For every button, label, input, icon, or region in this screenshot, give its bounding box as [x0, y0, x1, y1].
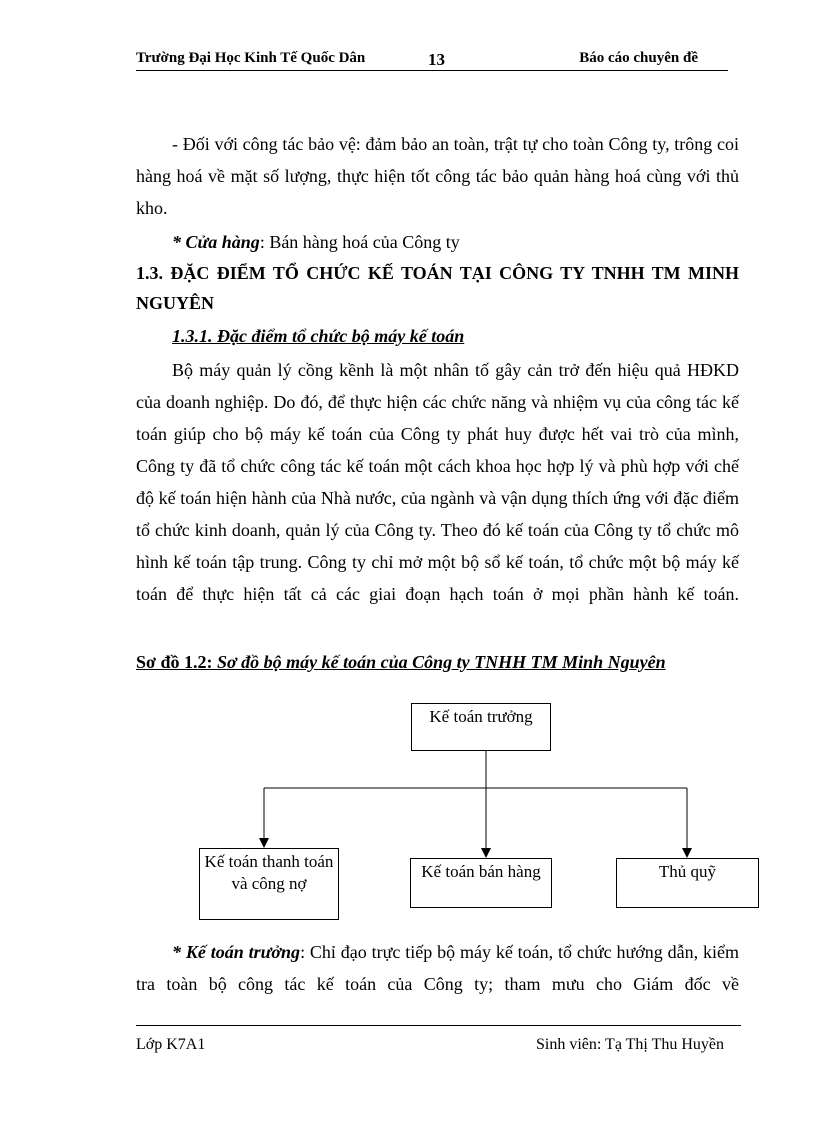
- protection-text: - Đối với công tác bảo vệ: đảm bảo an toàn, trật tự cho toàn Công ty, trông coi hàng hoá về mặt số lượng, thực hiện tốt công tác bảo quản hàng hoá cùng với thủ kho.: [136, 134, 739, 218]
- class-name: Lớp K7A1: [136, 1036, 206, 1053]
- school-name: Trường Đại Học Kinh Tế Quốc Dân: [136, 50, 366, 66]
- left-arrowhead: [259, 838, 269, 848]
- main-paragraph: [136, 354, 739, 610]
- student-name: Sinh viên: Tạ Thị Thu Huyền: [536, 1036, 724, 1053]
- diagram-label: Sơ đồ 1.2:: [136, 652, 213, 672]
- chief-accountant-box: [411, 703, 551, 751]
- diagram-title: Sơ đồ bộ máy kế toán của Công ty TNHH TM Minh Nguyên: [216, 652, 666, 672]
- protection-paragraph: [136, 128, 739, 224]
- section-heading: 1.3. ĐẶC ĐIỂM TỔ CHỨC KẾ TOÁN TẠI CÔNG TY TNHH TM MINH NGUYÊN: [136, 263, 739, 313]
- subsection-heading: 1.3.1. Đặc điểm tổ chức bộ máy kế toán: [172, 326, 465, 346]
- cashier-label: Thủ quỹ: [658, 862, 717, 881]
- middle-arrowhead: [481, 848, 491, 858]
- main-text: Bộ máy quản lý cồng kềnh là một nhân tố gây cản trở đến hiệu quả HĐKD của doanh nghiệp. Do đó, để thực hiện các chức năng và nhiệm vụ của công tác kế toán giúp cho bộ máy kế toán của Công ty phát huy được hết vai trò của mình, Công ty đã tổ chức công tác kế toán một cách khoa học hợp lý và phù hợp với chế độ kế toán hiện hành của Nhà nước, của ngành và vận dụng thích ứng với đặc điểm tổ chức kinh doanh, quản lý của Công ty. Theo đó kế toán của Công ty tổ chức mô hình kế toán tập trung. Công ty chỉ mở một bộ sổ kế toán, tổ chức một bộ máy kế toán để thực hiện tất cả các giai đoạn hạch toán ở mọi phần hành kế toán.: [136, 360, 739, 604]
- right-arrowhead: [682, 848, 692, 858]
- cashier-box: [616, 858, 759, 908]
- sales-accountant-label: Kế toán bán hàng: [421, 862, 541, 881]
- store-paragraph: [136, 226, 739, 258]
- store-label: * Cửa hàng: [172, 232, 260, 252]
- chief-label: * Kế toán trưởng: [172, 942, 301, 962]
- report-title: Báo cáo chuyên đề: [579, 50, 698, 66]
- chief-paragraph: [136, 936, 739, 1000]
- payment-accountant-box: [199, 848, 339, 920]
- sales-accountant-box: [410, 858, 552, 908]
- chief-text: : Chỉ đạo trực tiếp bộ máy kế toán, tổ chức hướng dẫn, kiểm tra toàn bộ công tác kế toán của Công ty; tham mưu cho Giám đốc về: [136, 942, 739, 994]
- footer-divider: [136, 1025, 741, 1026]
- payment-accountant-label: Kế toán thanh toán và công nợ: [204, 852, 334, 893]
- diagram-caption: [136, 650, 666, 674]
- page-number: 13: [428, 50, 445, 69]
- page-header: [136, 50, 728, 71]
- store-text: : Bán hàng hoá của Công ty: [259, 232, 460, 252]
- chief-accountant-label: Kế toán trưởng: [429, 707, 533, 726]
